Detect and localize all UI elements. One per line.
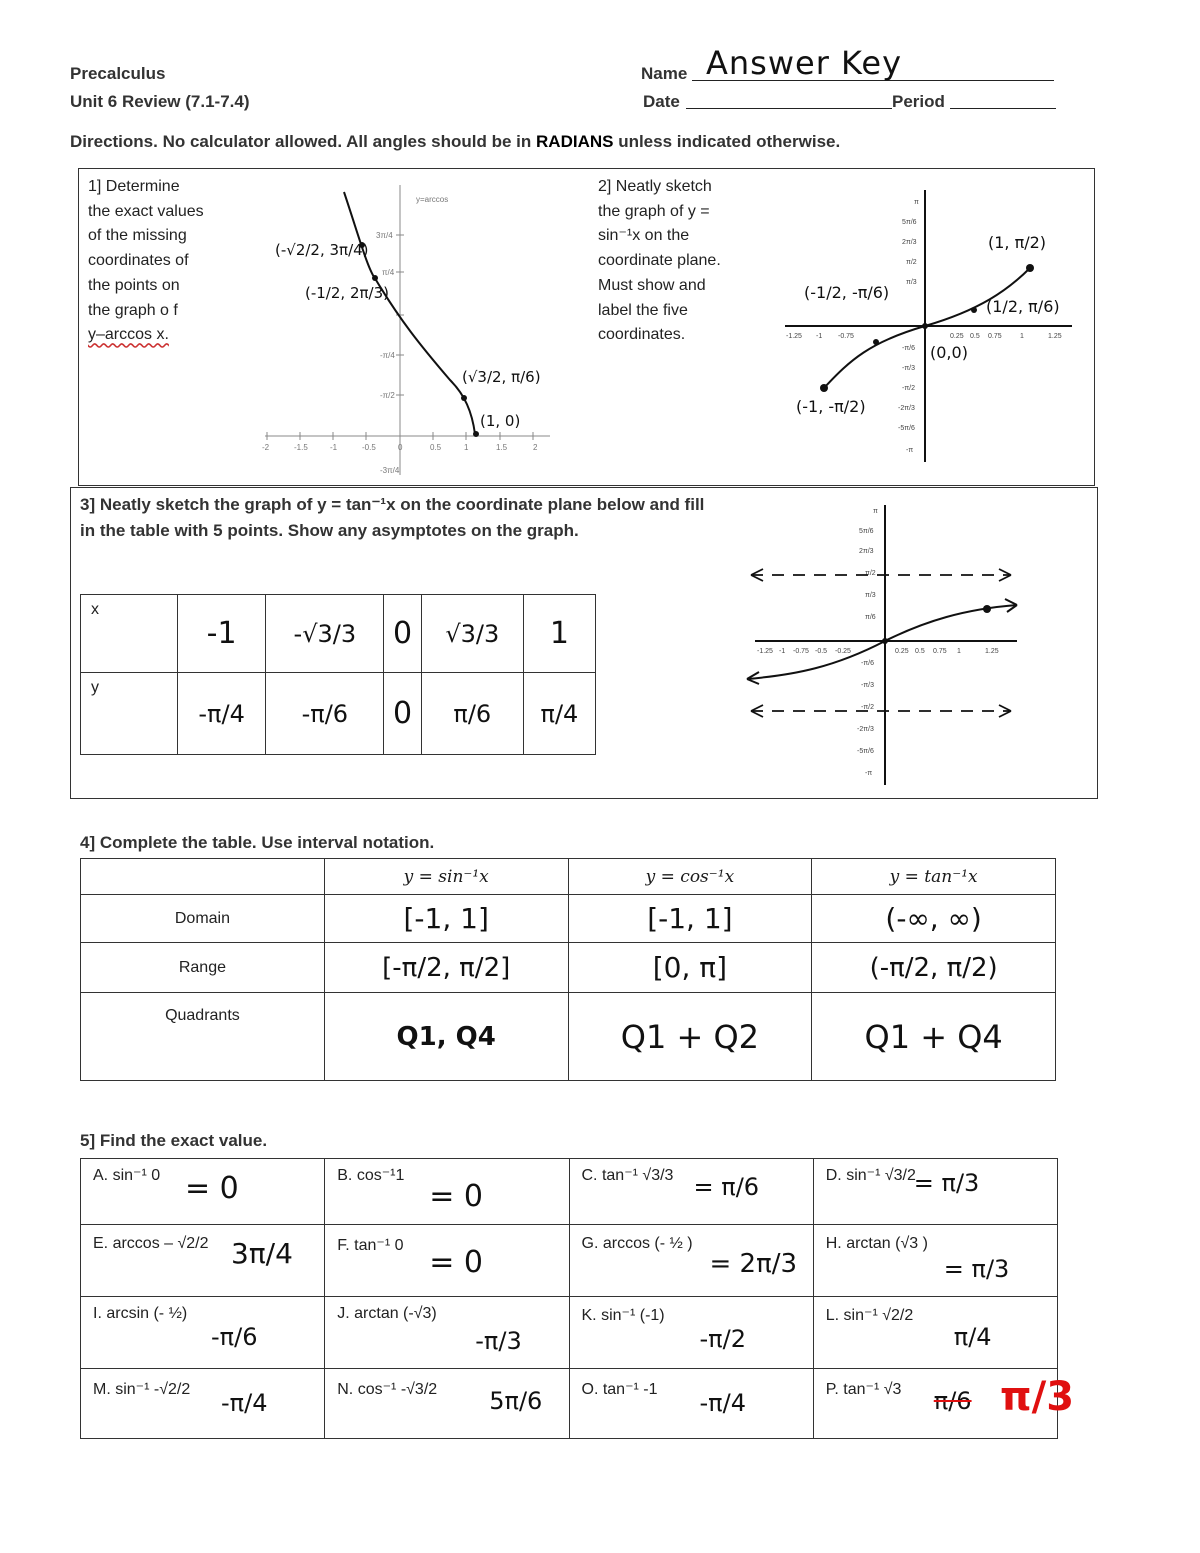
q3-y-tick: 2π/3: [859, 548, 874, 555]
q3-y-tick: -π/3: [861, 682, 874, 689]
q2-y-tick: -5π/6: [898, 425, 915, 432]
q3-x-cell: √3/3: [421, 595, 523, 673]
q5-cell: J. arctan (-√3) -π/3: [325, 1297, 569, 1369]
q5-cell: A. sin⁻¹ 0 = 0: [81, 1159, 325, 1225]
q1-y-tick: 3π/4: [376, 231, 393, 240]
q4-cell: [0, π]: [568, 943, 812, 993]
q2-point-label: (0,0): [930, 343, 968, 362]
directions: Directions. No calculator allowed. All angles should be in RADIANS unless indicated otherwise.: [70, 132, 841, 151]
q2-point: [873, 339, 879, 345]
q1-x-tick: -0.5: [362, 443, 376, 452]
q2-y-tick: -π/2: [902, 385, 915, 392]
q1-curve: [344, 192, 475, 434]
q2-y-tick: π/3: [906, 279, 917, 286]
q1-x-tick: 1.5: [496, 443, 508, 452]
period-line: [950, 94, 1056, 109]
q3-x-cell: 1: [523, 595, 595, 673]
period-label: Period: [892, 92, 945, 111]
q1-point: [473, 431, 479, 437]
q2-point: [820, 384, 828, 392]
q5-cell: M. sin⁻¹ -√2/2 -π/4: [81, 1369, 325, 1439]
q2-x-tick: -0.75: [838, 333, 854, 340]
q1-point: [372, 275, 378, 281]
q1-y-tick: -π/4: [380, 351, 395, 360]
q2-point: [922, 323, 928, 329]
q5-answer: π/4: [953, 1323, 992, 1351]
q3-row-label: x: [81, 595, 178, 673]
q2-point-label: (1/2, π/6): [986, 297, 1060, 316]
q4-cell: (-∞, ∞): [812, 895, 1056, 943]
q5-answer: = π/3: [913, 1169, 980, 1197]
q5-cell: E. arccos – √2/2 3π/4: [81, 1225, 325, 1297]
q3-y-cell: 0: [384, 673, 421, 755]
q3-y-tick: 5π/6: [859, 528, 874, 535]
q2-x-tick: 1: [1020, 333, 1024, 340]
q3-y-cell: -π/4: [178, 673, 266, 755]
q1-point-label: (-1/2, 2π/3): [305, 284, 389, 302]
q3-x-tick: 1: [957, 648, 961, 655]
q2-point-label: (1, π/2): [988, 233, 1047, 252]
q5-answer: = 0: [185, 1171, 239, 1206]
q3-x-tick: 0.25: [895, 648, 909, 655]
q2-x-tick: 0.75: [988, 333, 1002, 340]
q5-cell: I. arcsin (- ½) -π/6: [81, 1297, 325, 1369]
q2-point: [971, 307, 977, 313]
q3-x-tick: -0.5: [815, 648, 828, 655]
q3-prompt: 3] Neatly sketch the graph of y = tan⁻¹x on the coordinate plane below and fill in the table with 5 points. Show any asymptotes on the graph.: [80, 495, 705, 540]
q2-y-tick: -π/3: [902, 365, 915, 372]
q1-x-tick: 0: [398, 443, 403, 452]
q5-cell: G. arccos (- ½ ) = 2π/3: [569, 1225, 813, 1297]
q4-col-header: y = tan⁻¹x: [812, 859, 1056, 895]
q2-x-tick: -1: [816, 333, 823, 340]
q4-cell: [-1, 1]: [324, 895, 568, 943]
q5-cell: K. sin⁻¹ (-1) -π/2: [569, 1297, 813, 1369]
q2-x-tick: 1.25: [1048, 333, 1062, 340]
q3-y-tick: -π: [865, 770, 873, 777]
q5-answer: = π/6: [693, 1173, 760, 1201]
q2-y-tick: π: [914, 199, 919, 206]
q2-point-label: (-1/2, -π/6): [804, 283, 890, 302]
q5-cell: N. cos⁻¹ -√3/2 5π/6: [325, 1369, 569, 1439]
q2-y-tick: 5π/6: [902, 219, 917, 226]
q4-cell: Q1 + Q4: [812, 993, 1056, 1081]
q3-x-cell: -1: [178, 595, 266, 673]
q1-prompt: 1] Determine the exact values of the missing coordinates of the points on the graph o f y–arccos x.: [88, 178, 204, 344]
q1-y-tick: -3π/4: [380, 466, 400, 475]
q3-x-tick: 0.5: [915, 648, 925, 655]
q3-y-cell: -π/6: [266, 673, 384, 755]
q3-y-cell: π/4: [523, 673, 595, 755]
q3-y-tick: -5π/6: [857, 748, 874, 755]
q1-y-tick: -π/2: [380, 391, 395, 400]
q4-col-header: y = cos⁻¹x: [568, 859, 812, 895]
q4-col-header: y = sin⁻¹x: [324, 859, 568, 895]
q1-point-label: (-√2/2, 3π/4): [275, 241, 369, 259]
q1-graph-label: y=arccos: [416, 195, 449, 204]
q1-graph: [250, 180, 570, 480]
q3-table: [80, 594, 596, 755]
q5-answer: -π/4: [221, 1389, 268, 1417]
q5-cell: O. tan⁻¹ -1 -π/4: [569, 1369, 813, 1439]
q5-answer: 5π/6: [489, 1387, 543, 1415]
q5-answer: -π/3: [475, 1327, 522, 1355]
q3-x-tick: 1.25: [985, 648, 999, 655]
q5-cell: F. tan⁻¹ 0 = 0: [325, 1225, 569, 1297]
q3-y-tick: π/3: [865, 592, 876, 599]
q5-answer: = 0: [429, 1245, 484, 1280]
q4-row-label: Domain: [81, 895, 325, 943]
q2-point: [1026, 264, 1034, 272]
q5-answer: 3π/4: [231, 1237, 293, 1270]
q4-cell: [-π/2, π/2]: [324, 943, 568, 993]
q1-x-tick: 2: [533, 443, 538, 452]
name-value: Answer Key: [706, 44, 903, 82]
q3-x-cell: 0: [384, 595, 421, 673]
q5-cell: L. sin⁻¹ √2/2 π/4: [813, 1297, 1057, 1369]
q2-x-tick: -1.25: [786, 333, 802, 340]
q3-y-cell: π/6: [421, 673, 523, 755]
q3-x-tick: -0.25: [835, 648, 851, 655]
q5-cell: B. cos⁻¹1 = 0: [325, 1159, 569, 1225]
q5-cell: D. sin⁻¹ √3/2 = π/3: [813, 1159, 1057, 1225]
q4-cell: (-π/2, π/2): [812, 943, 1056, 993]
q3-y-tick: -π/2: [861, 704, 874, 711]
q5-answer: -π/2: [699, 1325, 746, 1353]
q5-cell: H. arctan (√3 ) = π/3: [813, 1225, 1057, 1297]
q4-prompt: 4] Complete the table. Use interval notation.: [80, 833, 435, 852]
q1-point-label: (√3/2, π/6): [462, 368, 541, 386]
q4-row-label: Quadrants: [81, 993, 325, 1081]
q3-y-tick: -π/6: [861, 660, 874, 667]
q4-corner: [81, 859, 325, 895]
q2-y-tick: 2π/3: [902, 239, 917, 246]
q3-y-tick: -2π/3: [857, 726, 874, 733]
q3-y-tick: π: [873, 508, 878, 515]
date-line: [686, 94, 892, 109]
q3-y-tick: π/6: [865, 614, 876, 621]
q1-x-tick: -2: [262, 443, 270, 452]
q5-answer: = 0: [429, 1179, 484, 1214]
q1-point-label: (1, 0): [480, 412, 521, 430]
unit-title: Unit 6 Review (7.1-7.4): [70, 92, 250, 111]
q3-row-label: y: [81, 673, 178, 755]
q4-cell: [-1, 1]: [568, 895, 812, 943]
q3-point: [882, 638, 888, 644]
q2-x-tick: 0.25: [950, 333, 964, 340]
q5-table: [80, 1158, 1058, 1439]
q3-x-tick: -1.25: [757, 648, 773, 655]
q3-x-tick: -0.75: [793, 648, 809, 655]
q5-correction: π/3: [1000, 1374, 1075, 1420]
q2-y-tick: -π/6: [902, 345, 915, 352]
q4-cell: Q1 + Q2: [568, 993, 812, 1081]
q2-y-tick: -2π/3: [898, 405, 915, 412]
q3-x-tick: -1: [779, 648, 786, 655]
name-label: Name: [641, 64, 688, 83]
q4-row-label: Range: [81, 943, 325, 993]
q4-cell: Q1, Q4: [324, 993, 568, 1081]
q4-table: [80, 858, 1056, 1081]
q3-y-tick: π/2: [865, 570, 876, 577]
q2-point-label: (-1, -π/2): [796, 397, 866, 416]
q1-x-tick: -1: [330, 443, 338, 452]
q2-prompt: 2] Neatly sketch the graph of y = sin⁻¹x on the coordinate plane. Must show and label the five coordinates.: [598, 178, 721, 344]
q3-x-cell: -√3/3: [266, 595, 384, 673]
q3-point: [983, 605, 991, 613]
q5-answer: = 2π/3: [709, 1249, 798, 1279]
q1-point: [461, 395, 467, 401]
q1-x-tick: 1: [464, 443, 469, 452]
q5-prompt: 5] Find the exact value.: [80, 1131, 268, 1150]
q5-cell: C. tan⁻¹ √3/3 = π/6: [569, 1159, 813, 1225]
q3-graph: [735, 497, 1035, 789]
q1-y-tick: π/4: [382, 268, 395, 277]
q1-x-tick: -1.5: [294, 443, 308, 452]
q5-cell: P. tan⁻¹ √3 π/6: [813, 1369, 1057, 1439]
q5-answer: -π/4: [699, 1389, 746, 1417]
q2-x-tick: 0.5: [970, 333, 980, 340]
q3-x-tick: 0.75: [933, 648, 947, 655]
q1-x-tick: 0.5: [430, 443, 442, 452]
course-title: Precalculus: [70, 64, 166, 83]
q2-graph: [780, 180, 1080, 470]
q2-y-tick: π/2: [906, 259, 917, 266]
q5-answer: π/6: [933, 1387, 972, 1415]
q5-answer: = π/3: [943, 1255, 1010, 1283]
q5-answer: -π/6: [211, 1323, 258, 1351]
q2-y-tick: -π: [906, 447, 914, 454]
date-label: Date: [643, 92, 680, 111]
